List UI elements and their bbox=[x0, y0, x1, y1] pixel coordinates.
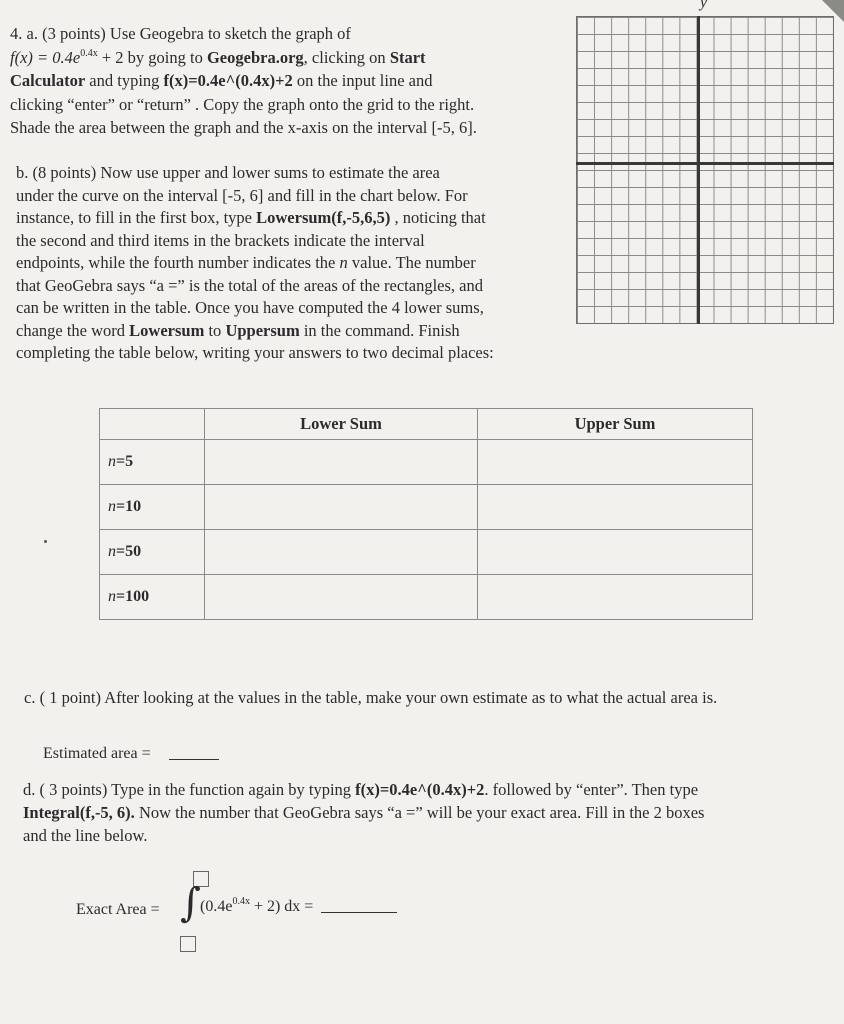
question-4c: c. ( 1 point) After looking at the values in the table, make your own estimate as to what the actual area is. bbox=[24, 688, 718, 707]
n-label: n=10 bbox=[100, 485, 205, 530]
n-label: n=5 bbox=[100, 440, 205, 485]
header-lower-sum: Lower Sum bbox=[205, 409, 478, 440]
table-row bbox=[100, 575, 753, 620]
lower-sum-cell[interactable] bbox=[205, 530, 478, 575]
n-label: n=50 bbox=[100, 530, 205, 575]
sums-table bbox=[99, 408, 753, 620]
q4b-line-3: instance, to fill in the first box, type Lowersum(f,-5,6,5) , noticing that bbox=[16, 208, 486, 227]
q4d-line-1: d. ( 3 points) Type in the function again by typing f(x)=0.4e^(0.4x)+2. followed by “enter”. Then type bbox=[23, 780, 699, 799]
y-axis-label: y bbox=[700, 0, 708, 11]
header-blank bbox=[100, 409, 205, 440]
estimated-area-label: Estimated area = bbox=[43, 745, 151, 762]
exact-area-blank[interactable] bbox=[321, 912, 397, 913]
y-axis bbox=[697, 16, 700, 324]
lower-sum-cell[interactable] bbox=[205, 440, 478, 485]
q4a-line-4: clicking “enter” or “return” . Copy the graph onto the grid to the right. bbox=[10, 94, 475, 114]
upper-sum-cell[interactable] bbox=[478, 530, 753, 575]
header-upper-sum: Upper Sum bbox=[478, 409, 753, 440]
q4b-line-5: endpoints, while the fourth number indicates the n value. The number bbox=[16, 253, 476, 272]
table-header-row bbox=[100, 409, 753, 440]
estimated-area-blank[interactable] bbox=[169, 759, 219, 760]
q4b-line-4: the second and third items in the brackets indicate the interval bbox=[16, 230, 425, 250]
table-row bbox=[100, 485, 753, 530]
q4a-line-2: $f(x) = 0.4e^{0.4x} + 2$ by going to Geogebra.org, clicking on Start bbox=[10, 47, 426, 67]
graph-grid[interactable] bbox=[576, 16, 834, 324]
upper-sum-cell[interactable] bbox=[478, 485, 753, 530]
question-4b bbox=[16, 162, 576, 365]
q4b-line-8: change the word Lowersum to Uppersum in the command. Finish bbox=[16, 320, 460, 340]
integrand-expression: $(0.4e^{0.4x} + 2)$ dx = bbox=[200, 898, 397, 916]
lower-sum-cell[interactable] bbox=[205, 485, 478, 530]
question-4a bbox=[10, 22, 570, 140]
graph-area bbox=[576, 0, 834, 330]
q4a-line-5: Shade the area between the graph and the x-axis on the interval [-5, 6]. bbox=[10, 118, 477, 137]
table-row bbox=[100, 530, 753, 575]
q4d-line-2: Integral(f,-5, 6). Now the number that GeoGebra says “a =” will be your exact area. Fill in the 2 boxes bbox=[23, 803, 705, 822]
estimated-area-row bbox=[43, 745, 219, 763]
n-label: n=100 bbox=[100, 575, 205, 620]
question-4d bbox=[23, 778, 823, 847]
q4d-line-3: and the line below. bbox=[23, 826, 148, 845]
q4b-line-1: b. (8 points) Now use upper and lower sums to estimate the area bbox=[16, 163, 440, 182]
integral-sign: ∫ bbox=[180, 880, 201, 926]
q4b-line-7: can be written in the table. Once you have computed the 4 lower sums, bbox=[16, 298, 484, 317]
stray-dot bbox=[44, 540, 47, 543]
lower-limit-box[interactable] bbox=[180, 936, 196, 952]
x-axis bbox=[576, 162, 834, 165]
lower-sum-cell[interactable] bbox=[205, 575, 478, 620]
upper-sum-cell[interactable] bbox=[478, 440, 753, 485]
table-row bbox=[100, 440, 753, 485]
upper-sum-cell[interactable] bbox=[478, 575, 753, 620]
q4a-line-1: 4. a. (3 points) Use Geogebra to sketch the graph of bbox=[10, 24, 351, 43]
q4a-line-3: Calculator and typing f(x)=0.4e^(0.4x)+2 on the input line and bbox=[10, 71, 433, 90]
exact-area-label: Exact Area = bbox=[76, 901, 160, 918]
q4b-line-6: that GeoGebra says “a =” is the total of the areas of the rectangles, and bbox=[16, 275, 483, 295]
q4b-line-2: under the curve on the interval [-5, 6] and fill in the chart below. For bbox=[16, 185, 468, 205]
q4b-line-9: completing the table below, writing your answers to two decimal places: bbox=[16, 343, 494, 362]
